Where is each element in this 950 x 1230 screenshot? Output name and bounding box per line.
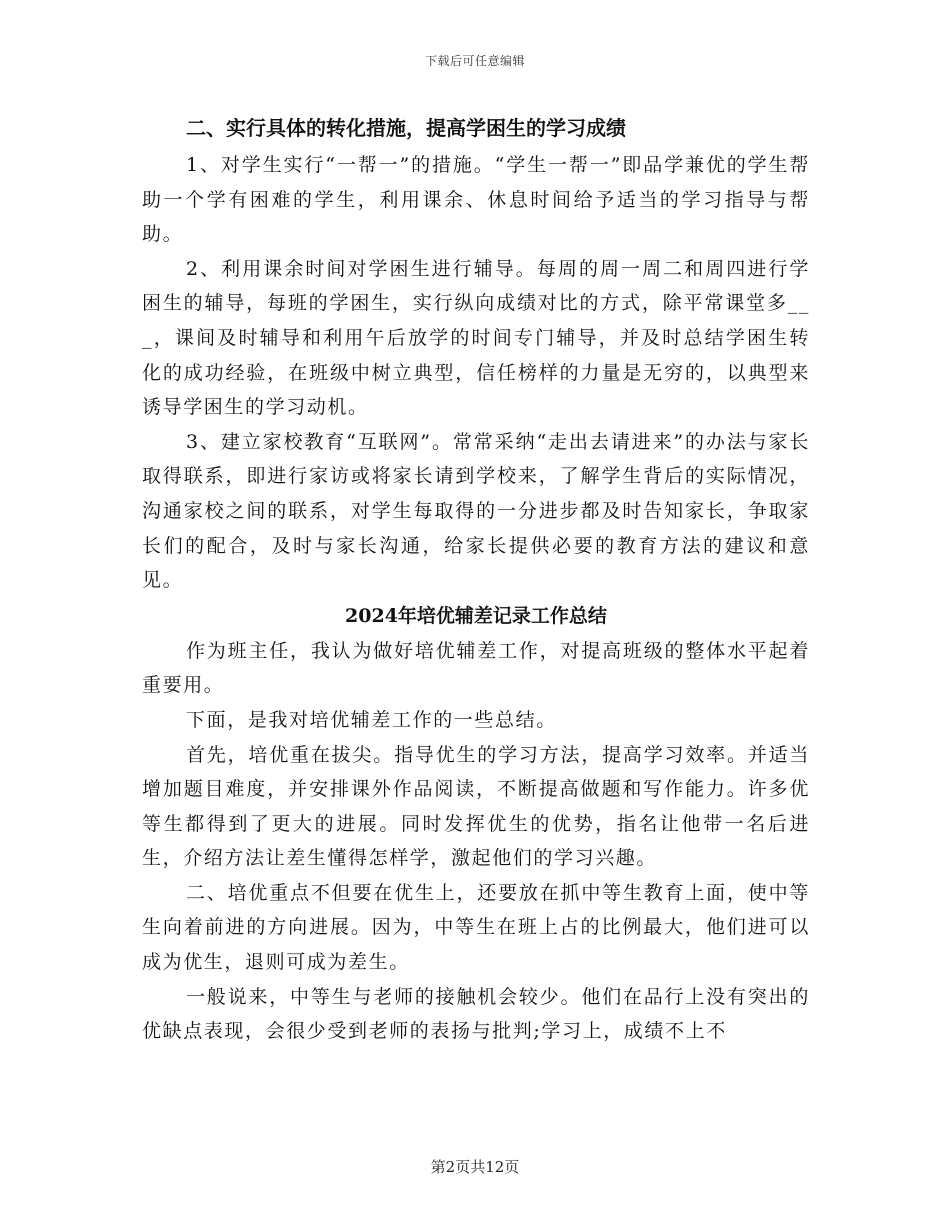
- page-number-footer: 第2页共12页: [430, 1158, 520, 1176]
- paragraph-measure-tutoring: 2、利用课余时间对学困生进行辅导。每周的周一周二和周四进行学困生的辅导，每班的学困生，实行纵向成绩对比的方式，除平常课堂多___，课间及时辅导和利用午后放学的时间专门辅导，并及时总结学困生转化的成功经验，在班级中树立典型，信任榜样的力量是无穷的，以典型来诱导学困生的学习动机。: [142, 257, 810, 419]
- paragraph-top-students: 首先，培优重在拔尖。指导优生的学习方法，提高学习效率。并适当增加题目难度，并安排课外作品阅读，不断提高做题和写作能力。许多优等生都得到了更大的进展。同时发挥优生的优势，指名让他带一名后进生，介绍方法让差生懂得怎样学，激起他们的学习兴趣。: [142, 743, 810, 870]
- document-body: [142, 112, 810, 1049]
- summary-title: 2024年培优辅差记录工作总结: [345, 604, 607, 627]
- paragraph-overview: 下面，是我对培优辅差工作的一些总结。: [186, 708, 557, 731]
- paragraph-measure-home-school: 3、建立家校教育“互联网”。常常采纳“走出去请进来”的办法与家长取得联系，即进行家访或将家长请到学校来，了解学生背后的实际情况，沟通家校之间的联系，对学生每取得的一分进步都及时告知家长，争取家长们的配合，及时与家长沟通，给家长提供必要的教育方法的建议和意见。: [142, 430, 810, 592]
- section-heading: 二、实行具体的转化措施，提高学困生的学习成绩: [186, 116, 626, 140]
- page-header-note: 下载后可任意编辑: [424, 54, 525, 68]
- paragraph-middle-students-contact: 一般说来，中等生与老师的接触机会较少。他们在品行上没有突出的优缺点表现，会很少受到老师的表扬与批判;学习上，成绩不上不: [142, 985, 810, 1043]
- paragraph-measure-one-to-one: 1、对学生实行“一帮一”的措施。“学生一帮一”即品学兼优的学生帮助一个学有困难的学生，利用课余、休息时间给予适当的学习指导与帮助。: [142, 154, 810, 246]
- paragraph-intro: 作为班主任，我认为做好培优辅差工作，对提高班级的整体水平起着重要用。: [142, 639, 810, 697]
- paragraph-middle-students: 二、培优重点不但要在优生上，还要放在抓中等生教育上面，使中等生向着前进的方向进展。因为，中等生在班上占的比例最大，他们进可以成为优生，退则可成为差生。: [142, 881, 810, 974]
